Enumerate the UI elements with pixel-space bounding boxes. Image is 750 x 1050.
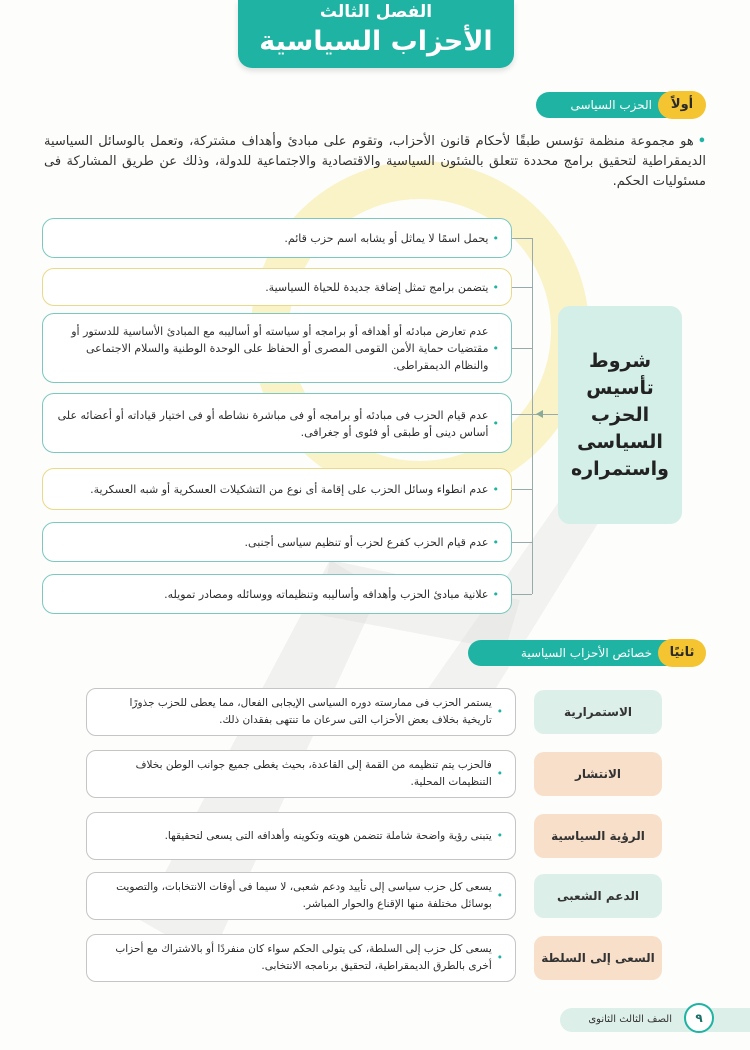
condition-text: يحمل اسمًا لا يماثل أو يشابه اسم حزب قائم. [284,232,489,245]
connector-line [512,238,532,239]
condition-text: عدم قيام الحزب فى مبادئه أو برامجه أو فى مباشرة نشاطه أو فى اختيار قياداته أو أعضائه على أساس دينى أو طبقى أو فئوى أو جغرافى. [57,408,489,439]
characteristic-label: الانتشار [534,752,662,796]
section1-label: الحزب السياسى [570,98,652,112]
characteristic-label: الرؤية السياسية [534,814,662,858]
grade-label: الصف الثالث الثانوى [588,1014,672,1025]
page-number: ٩ [684,1003,714,1033]
characteristic-row [86,872,678,920]
section1-number: أولاً [658,91,706,119]
condition-item [42,393,512,453]
characteristic-text: فالحزب يتم تنظيمه من القمة إلى القاعدة، بحيث يغطى جميع جوانب الوطن بخلاف التنظيمات المحلية. [135,759,492,788]
chapter-title: الأحزاب السياسية [259,26,493,57]
condition-item [42,522,512,562]
characteristic-row [86,750,678,798]
characteristic-label: الاستمرارية [534,690,662,734]
characteristic-text: يتبنى رؤية واضحة شاملة تتضمن هويته وتكوينه وأهدافه التى يسعى لتحقيقها. [164,829,492,842]
connector-line [512,594,532,595]
condition-item [42,574,512,614]
condition-item [42,313,512,383]
characteristic-text-box [86,812,516,860]
bullet-icon: • [496,951,503,964]
characteristic-text: يسعى كل حزب إلى السلطة، كى يتولى الحكم سواء كان منفردًا أو بالاشتراك مع أحزاب أخرى بالطرق الديمقراطية، لتحقيق برنامجه الانتخابى. [115,943,492,972]
conditions-title-text: شروط تأسيس الحزب السياسى واستمراره [571,349,669,480]
condition-text: عدم انطواء وسائل الحزب على إقامة أى نوع من التشكيلات العسكرية أو شبه العسكرية. [90,483,489,496]
condition-text: يتضمن برامج تمثل إضافة جديدة للحياة السياسية. [265,281,489,294]
condition-text: عدم قيام الحزب كفرع لحزب أو تنظيم سياسى أجنبى. [244,536,489,549]
party-definition [44,132,706,192]
connector-line [532,238,533,594]
definition-text: هو مجموعة منظمة تؤسس طبقًا لأحكام قانون الأحزاب، وتقوم على مبادئ وأهداف مشتركة، وتعمل بالوسائل السياسية الديمقراطية لتحقيق برامج محددة تتعلق بالشئون السياسية والاقتصادية والاجتماعية للدولة، وذلك عن طريق المشاركة فى مسئوليات الحكم. [44,134,706,189]
connector-line [512,348,532,349]
characteristic-text: يستمر الحزب فى ممارسته دوره السياسى الإيجابى الفعال، مما يعطى للحزب جذورًا تاريخية بخلاف بعض الأحزاب التى سرعان ما تنتهى بفقدان ذلك. [129,697,492,726]
chapter-banner [238,0,514,68]
characteristic-row [86,934,678,982]
bullet-icon: • [492,232,499,245]
condition-item [42,218,512,258]
characteristic-text-box [86,688,516,736]
bullet-icon: • [496,705,503,718]
arrow-icon [536,410,543,418]
connector-line [512,414,558,415]
connector-line [512,287,532,288]
section2-number: ثانيًا [658,639,706,667]
footer-bar [560,1008,750,1032]
bullet-icon: • [492,417,499,430]
section2-label: خصائص الأحزاب السياسية [520,646,652,660]
characteristic-text: يسعى كل حزب سياسى إلى تأييد ودعم شعبى، لا سيما فى أوقات الانتخابات، والتصويت بوسائل مختلفة منها الإقناع والحوار المباشر. [116,881,492,910]
bullet-icon: • [496,829,503,842]
bullet-icon: • [492,588,499,601]
conditions-title [558,306,682,524]
bullet-icon: • [492,342,499,355]
characteristic-row [86,812,678,860]
condition-text: عدم تعارض مبادئه أو أهدافه أو برامجه أو سياسته أو أساليبه مع المبادئ الأساسية للدستور أو مقتضيات حماية الأمن القومى المصرى أو الحفاظ على الوحدة الوطنية والسلام الاجتماعى والنظام الديمقراطى. [71,325,489,372]
condition-text: علانية مبادئ الحزب وأهدافه وأساليبه وتنظيماته ووسائله ومصادر تمويله. [164,588,489,601]
condition-item [42,268,512,306]
characteristic-label: الدعم الشعبى [534,874,662,918]
connector-line [512,542,532,543]
bullet-icon: • [697,134,706,149]
characteristic-row [86,688,678,736]
section1-heading [536,92,704,118]
condition-item [42,468,512,510]
characteristic-text-box [86,750,516,798]
characteristic-text-box [86,934,516,982]
bullet-icon: • [492,536,499,549]
connector-line [512,489,532,490]
bullet-icon: • [492,483,499,496]
bullet-icon: • [496,767,503,780]
characteristic-text-box [86,872,516,920]
characteristic-label: السعى إلى السلطة [534,936,662,980]
section2-heading [468,640,704,666]
bullet-icon: • [492,281,499,294]
bullet-icon: • [496,889,503,902]
chapter-label: الفصل الثالث [319,2,433,22]
